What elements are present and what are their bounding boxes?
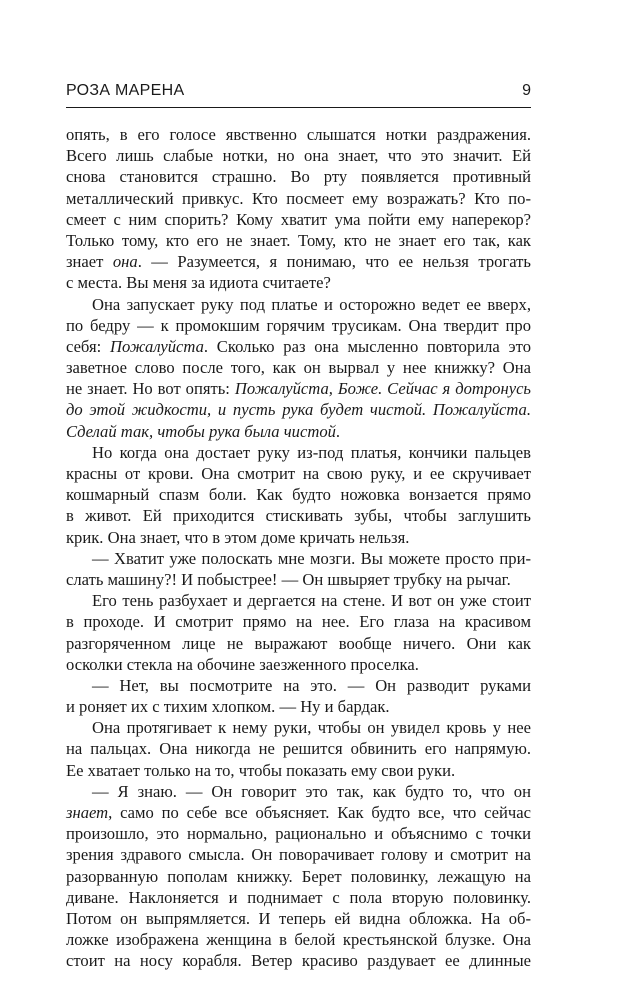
text-line [66,399,531,420]
line-text: опять, в его голосе явственно слышатся нотки раздражения. [66,125,531,144]
text-line [66,887,531,908]
italic-text: Пожалуйста [109,336,204,356]
text-line [66,611,531,632]
line-text: в живот. Ей приходится стискивать зубы, чтобы заглушить [66,506,531,526]
body-text [66,124,531,972]
text-line [66,272,531,293]
text-line [66,463,531,484]
line-text: — Я знаю. — Он говорит это так, как будто то, что он [92,781,531,801]
line-text: разгоряченном лице не выражают вообще ничего. Они как [66,633,531,653]
text-line [66,230,531,251]
line-text: знает [66,252,113,272]
line-text: не знает. Но вот опять: [66,379,235,399]
text-line [66,696,531,717]
line-text: себя: [66,336,110,356]
text-line [66,357,531,378]
text-line [66,484,531,505]
text-line [66,166,531,187]
line-text: по бедру — к промокшим горячим трусикам. Она твердит про [66,315,531,335]
italic-text: Сделай так, чтобы рука была чистой [66,421,336,441]
text-line [66,505,531,526]
italic-text: знает [66,803,109,822]
line-text: Только тому, кто его не знает. Тому, кто не знает его так, как [66,230,531,250]
line-text: . — Разумеется, я понимаю, что ее нельзя трогать [137,252,531,272]
text-line [66,569,531,590]
text-line [66,209,531,230]
text-line [66,421,531,442]
line-text: Потом он выпрямляется. И теперь ей видна обложка. На об- [66,908,531,928]
text-line [66,760,531,781]
italic-text: Пожалуйста, Боже. Сейчас я дотронусь [234,379,531,399]
text-line [66,124,531,145]
italic-text: она [112,252,138,272]
line-text: стоит на носу корабля. Ветер красиво раздувает ее длинные [66,951,531,971]
text-line [66,717,531,738]
text-line [66,738,531,759]
line-text: произошло, это нормально, рационально и объяснимо с точки [66,824,531,844]
line-text: заветное слово после того, как он вырвал у нее книжку? Она [66,358,531,378]
text-line [66,294,531,315]
line-text: Ее хватает только на то, чтобы показать ему свои руки. [66,760,456,780]
text-line [66,145,531,166]
line-text: слать машину?! И побыстрее! — Он швыряет трубку на рычаг. [66,569,511,589]
line-text: и роняет их с тихим хлопком. — Ну и бардак. [66,697,390,717]
text-line [66,378,531,399]
text-line [66,781,531,802]
text-line [66,188,531,209]
line-text: — Хватит уже полоскать мне мозги. Вы можете просто при- [92,548,531,568]
text-line [66,633,531,654]
page-number: 9 [522,82,531,99]
header-rule [66,107,531,108]
line-text: крик. Она знает, что в этом доме кричать нельзя. [66,527,410,547]
text-line [66,336,531,357]
text-line [66,844,531,865]
running-head: РОЗА МАРЕНА [66,82,185,99]
line-text: . [335,421,341,441]
line-text: Его тень разбухает и дергается на стене. И вот он уже стоит [92,591,531,611]
text-line [66,251,531,272]
italic-text: до этой жидкости, и пусть рука будет чистой. Пожалуйста. [66,400,531,420]
page-header [66,82,531,104]
text-line [66,929,531,950]
line-text: снова становится страшно. Во рту появляется противный [66,167,531,187]
text-line [66,590,531,611]
text-line [66,823,531,844]
line-text: , само по себе все объясняет. Как будто все, что сейчас [108,803,531,822]
text-line [66,442,531,463]
line-text: . Сколько раз она мысленно повторила это [203,336,531,356]
text-line [66,866,531,887]
text-line [66,315,531,336]
line-text: Она протягивает к нему руки, чтобы он увидел кровь у нее [92,718,531,738]
text-line [66,654,531,675]
line-text: разорванную пополам книжку. Берет половинку, лежащую на [66,866,531,886]
text-line [66,527,531,548]
line-text: металлический привкус. Кто посмеет ему возражать? Кто по- [66,188,531,208]
text-line [66,675,531,696]
text-line [66,950,531,971]
line-text: Всего лишь слабые нотки, но она знает, что это значит. Ей [66,146,531,166]
text-line [66,548,531,569]
line-text: зрения здравого смысла. Он поворачивает голову и смотрит на [66,845,531,865]
line-text: кошмарный спазм боли. Как будто ножовка вонзается прямо [66,485,531,505]
line-text: Она запускает руку под платье и осторожно ведет ее вверх, [92,294,531,314]
line-text: ложке изображена женщина в белой крестьянской блузке. Она [66,930,531,950]
line-text: смеет с ним спорить? Кому хватит ума пойти ему наперекор? [66,209,531,229]
text-line [66,908,531,929]
line-text: осколки стекла на обочине заезженного проселка. [66,654,419,674]
line-text: на пальцах. Она никогда не решится обвинить его напрямую. [66,739,531,759]
line-text: — Нет, вы посмотрите на это. — Он разводит руками [92,675,531,695]
text-line [66,802,531,823]
line-text: красны от крови. Она смотрит на свою руку, и ее скручивает [66,464,531,483]
line-text: диване. Наклоняется и поднимает с пола вторую половинку. [66,887,531,907]
line-text: с места. Вы меня за идиота считаете? [66,273,331,293]
line-text: Но когда она достает руку из-под платья, кончики пальцев [92,442,531,462]
line-text: в проходе. И смотрит прямо на нее. Его глаза на красивом [66,612,531,632]
